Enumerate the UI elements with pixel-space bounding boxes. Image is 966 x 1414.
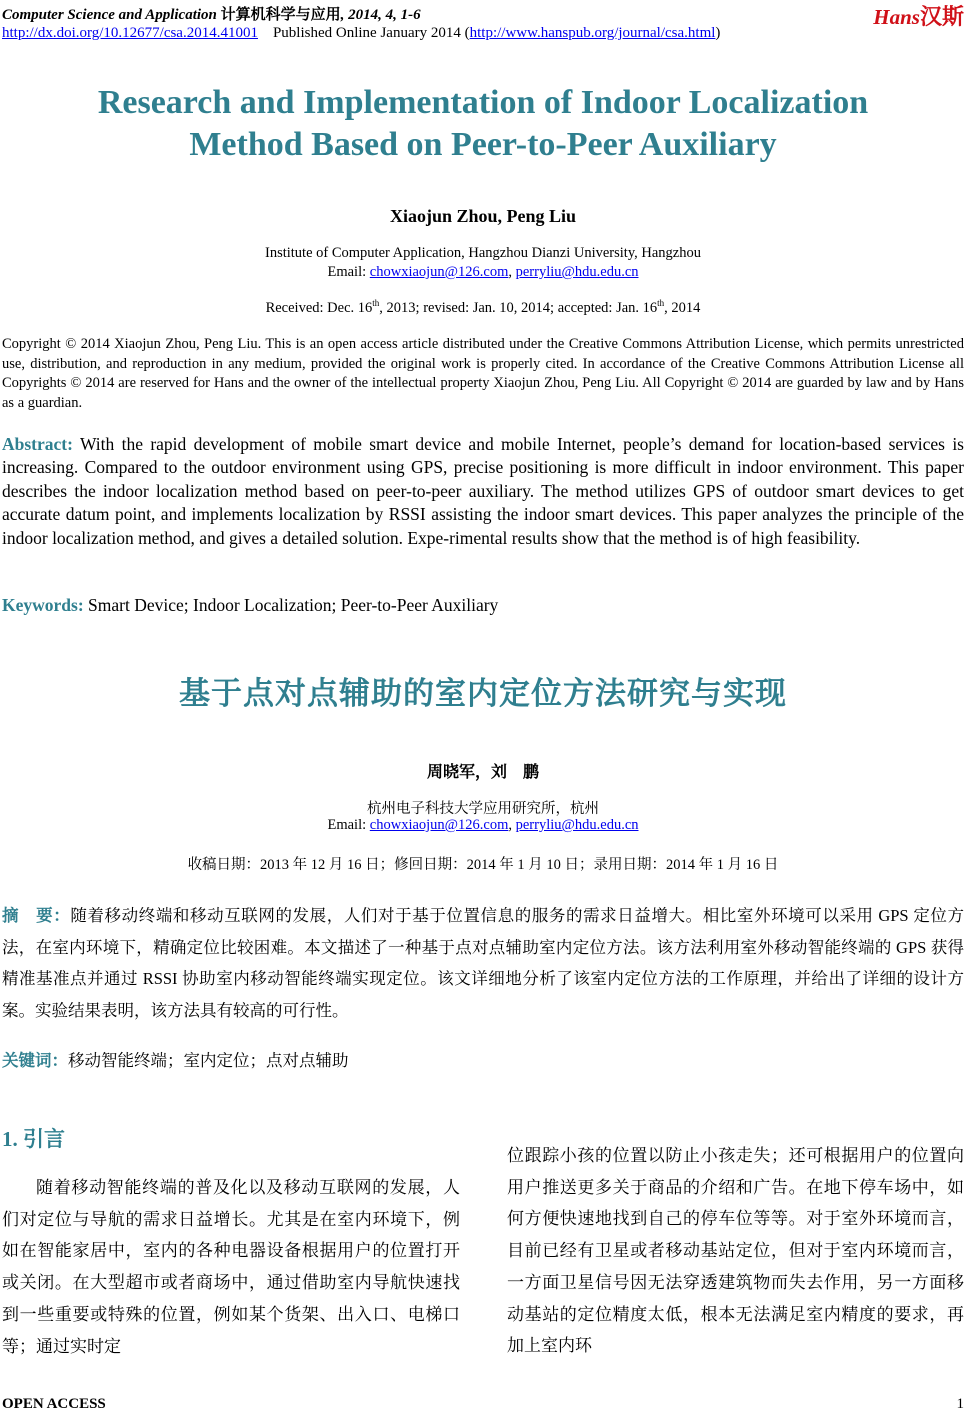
authors-cn: 周晓军，刘 鹏: [426, 762, 539, 781]
journal-meta: , 2014, 4, 1-6: [340, 7, 421, 23]
published-close: ): [715, 25, 721, 41]
keywords-cn: [2, 1047, 349, 1071]
received-sup: th: [372, 298, 380, 309]
received-date: Received: Dec. 16: [265, 300, 373, 316]
revised-accepted-date: , 2013; revised: Jan. 10, 2014; accepted: Jan. 16: [379, 300, 658, 316]
keywords-label-en: Keywords:: [2, 595, 84, 615]
institute-en: Institute of Computer Application, Hangzhou Dianzi University, Hangzhou: [265, 245, 701, 261]
dates-cn: 收稿日期：2013 年 12 月 16 日；修回日期：2014 年 1 月 10 日；录用日期：2014 年 1 月 16 日: [187, 857, 779, 873]
keywords-text-en: Smart Device; Indoor Localization; Peer-to-Peer Auxiliary: [83, 595, 499, 615]
journal-name-en: Computer Science and Application: [2, 7, 217, 23]
email-link-cn-2[interactable]: perryliu@hdu.edu.cn: [515, 817, 639, 833]
abstract-en: [2, 433, 964, 550]
email-label: Email:: [327, 264, 370, 280]
logo-latin: Hans: [873, 5, 920, 29]
email-line-en: [0, 264, 966, 281]
email-link-cn-1[interactable]: chowxiaojun@126.com: [369, 817, 509, 833]
journal-url-link[interactable]: http://www.hanspub.org/journal/csa.html: [469, 25, 716, 41]
journal-name-cn: 计算机科学与应用: [220, 7, 341, 23]
copyright-notice: Copyright © 2014 Xiaojun Zhou, Peng Liu. This is an open access article distributed under the Creative Commons Attribution License, which permits unrestricted use, distribution, and reproduction in any medium, provided the original work is properly cited. In accordance of the Creative Commons Attribution License all Copyrights © 2014 are reserved for Hans and the owner of the intellectual property Xiaojun Zhou, Peng Liu. All Copyright © 2014 are guarded by law and by Hans as a guardian.: [2, 336, 964, 411]
email-link-2[interactable]: perryliu@hdu.edu.cn: [515, 264, 639, 280]
open-access-label: OPEN ACCESS: [2, 1396, 106, 1412]
logo-cn: 汉斯: [919, 4, 964, 29]
abstract-cn: [2, 900, 964, 1026]
body-column-right: 位跟踪小孩的位置以防止小孩走失；还可根据用户的位置向用户推送更多关于商品的介绍和广告。在地下停车场中，如何方便快速地找到自己的停车位等等。对于室外环境而言，目前已经有卫星或者移动基站定位，但对于室内环境而言，一方面卫星信号因无法穿透建筑物而失去作用，另一方面移动基站的定位精度太低，根本无法满足室内精度的要求，再加上室内环: [507, 1146, 964, 1356]
dates-en: [0, 300, 966, 317]
email-separator: ,: [508, 264, 516, 280]
keywords-text-cn: 移动智能终端；室内定位；点对点辅助: [68, 1051, 349, 1070]
abstract-text-en: With the rapid development of mobile smart device and mobile Internet, people’s demand for location-based services is increasing. Compared to the outdoor environment using GPS, precise positioning is more difficult in indoor environment. This paper describes the indoor localization method based on peer-to-peer auxiliary. The method utilizes GPS of outdoor smart devices to get accurate datum point, and implements localization by RSSI assisting the indoor smart devices. This paper analyzes the principle of the indoor localization method, and gives a detailed solution. Expe-rimental results show that the method is of high feasibility.: [2, 434, 964, 548]
email-link-1[interactable]: chowxiaojun@126.com: [369, 264, 509, 280]
authors-en: Xiaojun Zhou, Peng Liu: [389, 206, 577, 226]
email-label-cn: Email:: [327, 817, 370, 833]
body-column-left: 随着移动智能终端的普及化以及移动互联网的发展，人们对定位与导航的需求日益增长。尤其是在室内环境下，例如在智能家居中，室内的各种电器设备根据用户的位置打开或关闭。在大型超市或者商场中，通过借助室内导航快速找到一些重要或特殊的位置，例如某个货架、出入口、电梯口等；通过实时定: [2, 1178, 460, 1356]
doi-line: [2, 25, 720, 42]
title-en-line2: Method Based on Peer-to-Peer Auxiliary: [189, 126, 777, 163]
keywords-en: [2, 595, 498, 616]
hans-logo: [873, 0, 964, 31]
title-cn: 基于点对点辅助的室内定位方法研究与实现: [179, 676, 787, 712]
keywords-label-cn: 关键词：: [2, 1051, 68, 1070]
section-heading: 1. 引言: [2, 1127, 65, 1151]
page-number: 1: [956, 1396, 964, 1412]
email-line-cn: [0, 817, 966, 834]
accepted-sup: th: [657, 298, 665, 309]
doi-link[interactable]: http://dx.doi.org/10.12677/csa.2014.41001: [2, 25, 258, 41]
journal-header: [2, 3, 421, 24]
abstract-label-en: Abstract:: [2, 434, 73, 454]
published-text: Published Online January 2014 (: [272, 25, 470, 41]
title-en-line1: Research and Implementation of Indoor Localization: [97, 84, 869, 121]
abstract-text-cn: 随着移动终端和移动互联网的发展，人们对于基于位置信息的服务的需求日益增大。相比室外环境可以采用 GPS 定位方法，在室内环境下，精确定位比较困难。本文描述了一种基于点对点辅助室内定位方法。该方法利用室外移动智能终端的 GPS 获得精准基准点并通过 RSSI 协助室内移动智能终端实现定位。该文详细地分析了该室内定位方法的工作原理，并给出了详细的设计方案。实验结果表明，该方法具有较高的可行性。: [2, 906, 965, 1020]
abstract-label-cn: 摘 要：: [2, 906, 71, 925]
accepted-year: , 2014: [664, 300, 701, 316]
title-en: [0, 82, 966, 166]
institute-cn: 杭州电子科技大学应用研究所，杭州: [367, 801, 599, 817]
email-separator-cn: ,: [508, 817, 516, 833]
